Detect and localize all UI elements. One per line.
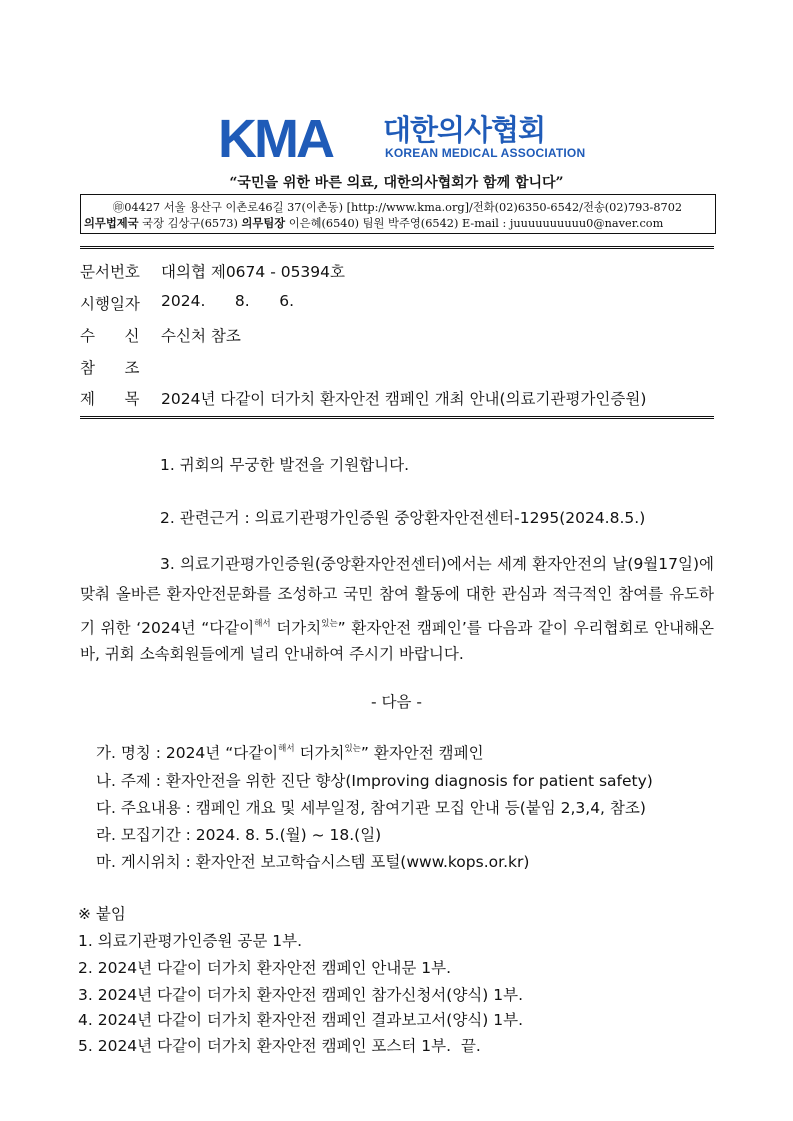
p3-text-b: 더가치 — [270, 619, 322, 637]
item-a-sup-1: 해서 — [278, 744, 295, 754]
kma-logo: KMA — [218, 109, 332, 169]
paragraph-3-line-4: 바, 귀회 소속회원들에게 널리 안내하여 주시기 바랍니다. — [80, 645, 464, 663]
contact-line — [84, 215, 663, 231]
team-text: 이은혜(6540) 팀원 박주영(6542) E-mail : juuuuuuuuuu0@naver.com — [288, 217, 664, 230]
item-a-pre: 가. 명칭 : 2024년 “다같이 — [96, 744, 279, 762]
paragraph-2: 2. 관련근거 : 의료기관평가인증원 중앙환자안전센터-1295(2024.8.5.) — [160, 509, 646, 527]
divider-bottom — [80, 416, 714, 419]
recipient-value: 수신처 참조 — [161, 327, 241, 345]
doc-number-label: 문서번호 — [80, 263, 140, 281]
divider-top — [80, 246, 714, 249]
paragraph-3-line-3 — [80, 609, 714, 639]
attachments-heading: ※ 붙임 — [78, 905, 126, 923]
attachment-3: 3. 2024년 다같이 더가치 환자안전 캠페인 참가신청서(양식) 1부. — [78, 986, 524, 1004]
paragraph-3-line-2: 맞춰 올바른 환자안전문화를 조성하고 국민 참여 활동에 대한 관심과 적극적인 참여를 유도하 — [80, 585, 714, 603]
paragraph-1: 1. 귀회의 무궁한 발전을 기원합니다. — [160, 456, 410, 474]
slogan: “국민을 위한 바른 의료, 대한의사협회가 함께 합니다” — [229, 175, 564, 191]
reference-label: 참 조 — [80, 359, 140, 377]
subject-value: 2024년 다같이 더가치 환자안전 캠페인 개최 안내(의료기관평가인증원) — [161, 390, 647, 408]
contact-info-box — [80, 194, 716, 234]
org-name-english: KOREAN MEDICAL ASSOCIATION — [385, 146, 586, 160]
date-value: 2024. 8. 6. — [161, 292, 295, 310]
item-e: 마. 게시위치 : 환자안전 보고학습시스템 포털(www.kops.or.kr) — [96, 853, 530, 871]
p3-text-a: 기 위한 ‘2024년 “다같이 — [80, 619, 255, 637]
dept-label: 의무법제국 — [84, 217, 139, 230]
item-d: 라. 모집기간 : 2024. 8. 5.(월) ~ 18.(일) — [96, 826, 382, 844]
item-a-post: ” 환자안전 캠페인 — [360, 744, 484, 762]
reference-row — [80, 356, 714, 376]
attachment-1: 1. 의료기관평가인증원 공문 1부. — [78, 932, 303, 950]
p3-sup-1: 해서 — [254, 619, 271, 629]
recipient-label: 수 신 — [80, 327, 140, 345]
recipient-row — [80, 324, 714, 344]
address-line: ㊞04427 서울 용산구 이촌로46길 37(이촌동) [http://www.kma.org]/전화(02)6350-6542/전송(02)793-8702 — [112, 201, 683, 214]
p3-text-c: ” 환자안전 캠페인’를 다음과 같이 우리협회로 안내해온 — [337, 619, 714, 637]
paragraph-3 — [80, 549, 714, 669]
date-row — [80, 292, 714, 312]
item-a-sup-2: 있는 — [344, 744, 361, 754]
item-b: 나. 주제 : 환자안전을 위한 진단 향상(Improving diagnosis for patient safety) — [96, 772, 653, 790]
attachment-2: 2. 2024년 다같이 더가치 환자안전 캠페인 안내문 1부. — [78, 959, 452, 977]
next-heading: - 다음 - — [371, 693, 422, 711]
date-label: 시행일자 — [80, 295, 140, 313]
paragraph-3-line-1: 3. 의료기관평가인증원(중앙환자안전센터)에서는 세계 환자안전의 날(9월17일)에 — [160, 555, 714, 573]
doc-number-row — [80, 260, 714, 280]
item-a — [96, 741, 484, 763]
dept-text: 국장 김상구(6573) — [142, 217, 238, 230]
item-a-mid: 더가치 — [294, 744, 345, 762]
team-label: 의무팀장 — [241, 217, 286, 230]
attachment-5: 5. 2024년 다같이 더가치 환자안전 캠페인 포스터 1부. 끝. — [78, 1037, 481, 1055]
attachment-4: 4. 2024년 다같이 더가치 환자안전 캠페인 결과보고서(양식) 1부. — [78, 1011, 524, 1029]
org-name-korean: 대한의사협회 — [383, 113, 546, 147]
subject-label: 제 목 — [80, 390, 140, 408]
p3-sup-2: 있는 — [321, 619, 338, 629]
doc-number-value: 대의협 제0674 - 05394호 — [161, 263, 345, 281]
subject-row — [80, 387, 714, 407]
item-c: 다. 주요내용 : 캠페인 개요 및 세부일정, 참여기관 모집 안내 등(붙임 2,3,4, 참조) — [96, 799, 646, 817]
